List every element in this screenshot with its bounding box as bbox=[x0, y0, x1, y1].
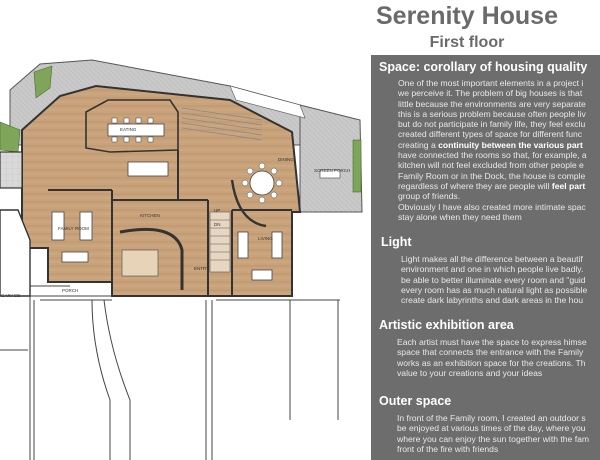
text-line: In front of the Family room, I created an outdoor s bbox=[397, 413, 586, 423]
text-line: little because the environments are very separate bbox=[398, 98, 586, 109]
section-heading-light: Light bbox=[381, 235, 412, 249]
text-line: environment and one in which people live badly. bbox=[401, 264, 584, 275]
text-line: value to your creations and your ideas bbox=[397, 367, 543, 378]
text-line: we perceive it. The problem of big houses is that bbox=[398, 88, 583, 99]
text-line: but do not participate in family life, they feel exclu bbox=[398, 119, 586, 130]
label-garage: GARAGE bbox=[1, 293, 21, 298]
label-up: UP bbox=[214, 208, 221, 213]
label-kitchen: KITCHEN bbox=[140, 213, 160, 218]
section-heading-outer: Outer space bbox=[379, 394, 452, 408]
label-porch: PORCH bbox=[62, 288, 79, 293]
text-line: be able to better illuminate every room and "guid bbox=[401, 274, 586, 285]
text-line: this is a serious problem because often people liv bbox=[398, 108, 586, 119]
text-line: Light makes all the difference between a beautif bbox=[401, 254, 583, 264]
text-line: space that connects the entrance with the Family bbox=[397, 347, 584, 358]
section-body-space bbox=[398, 78, 587, 222]
text-line: Family Room or in the Dock, the house is comple bbox=[398, 170, 586, 181]
text-line: where you can enjoy the sun together with the fam bbox=[397, 433, 590, 444]
text-line: every room has as much natural light as possible bbox=[401, 284, 588, 295]
bold-phrase: feel part bbox=[551, 180, 586, 191]
text-line bbox=[398, 181, 587, 191]
bold-phrase: continuity between the various part bbox=[438, 139, 583, 150]
text-line: Obviously I have also created more intimate spac bbox=[398, 201, 586, 212]
description-panel bbox=[371, 55, 600, 460]
label-screen-porch: SCREEN PORCH bbox=[314, 168, 351, 173]
section-body-artistic bbox=[397, 337, 587, 378]
section-heading-space: Space: corollary of housing quality bbox=[379, 60, 588, 74]
text-line: works as an exhibition space for the creations. Th bbox=[397, 357, 586, 368]
section-heading-artistic: Artistic exhibition area bbox=[379, 318, 514, 332]
text-line: create dark labyrinths and dark areas in the hou bbox=[401, 295, 584, 306]
label-living: LIVING bbox=[258, 236, 273, 241]
text-line: kitchen will not feel excluded from other people e bbox=[398, 160, 584, 171]
text-line: One of the most important elements in a project i bbox=[398, 78, 584, 88]
text-line: group of friends. bbox=[398, 191, 461, 202]
label-entry: ENTRY bbox=[194, 266, 210, 271]
text-line: Each artist must have the space to express himse bbox=[397, 337, 587, 347]
text-line: stay alone when they need them bbox=[398, 211, 522, 222]
label-eating: EATING bbox=[120, 127, 137, 132]
page-title: Serenity House bbox=[375, 2, 558, 30]
page-subtitle: First floor bbox=[429, 34, 505, 51]
section-body-outer bbox=[397, 413, 589, 454]
text-fragment: regardless of where they are people will bbox=[398, 180, 552, 191]
text-line: created different types of space for different func bbox=[398, 129, 583, 140]
label-dn: DN bbox=[214, 222, 221, 227]
label-dining: DINING bbox=[278, 157, 294, 162]
text-line bbox=[398, 140, 587, 150]
text-line: be enjoyed at various times of the day, where you bbox=[397, 423, 586, 434]
text-fragment: creating a bbox=[398, 139, 439, 150]
text-line: front of the fire with friends bbox=[397, 443, 499, 454]
section-body-light bbox=[401, 254, 587, 305]
label-family-room: FAMILY ROOM bbox=[58, 226, 89, 231]
text-line: have connected the rooms so that, for example, a bbox=[398, 150, 587, 161]
